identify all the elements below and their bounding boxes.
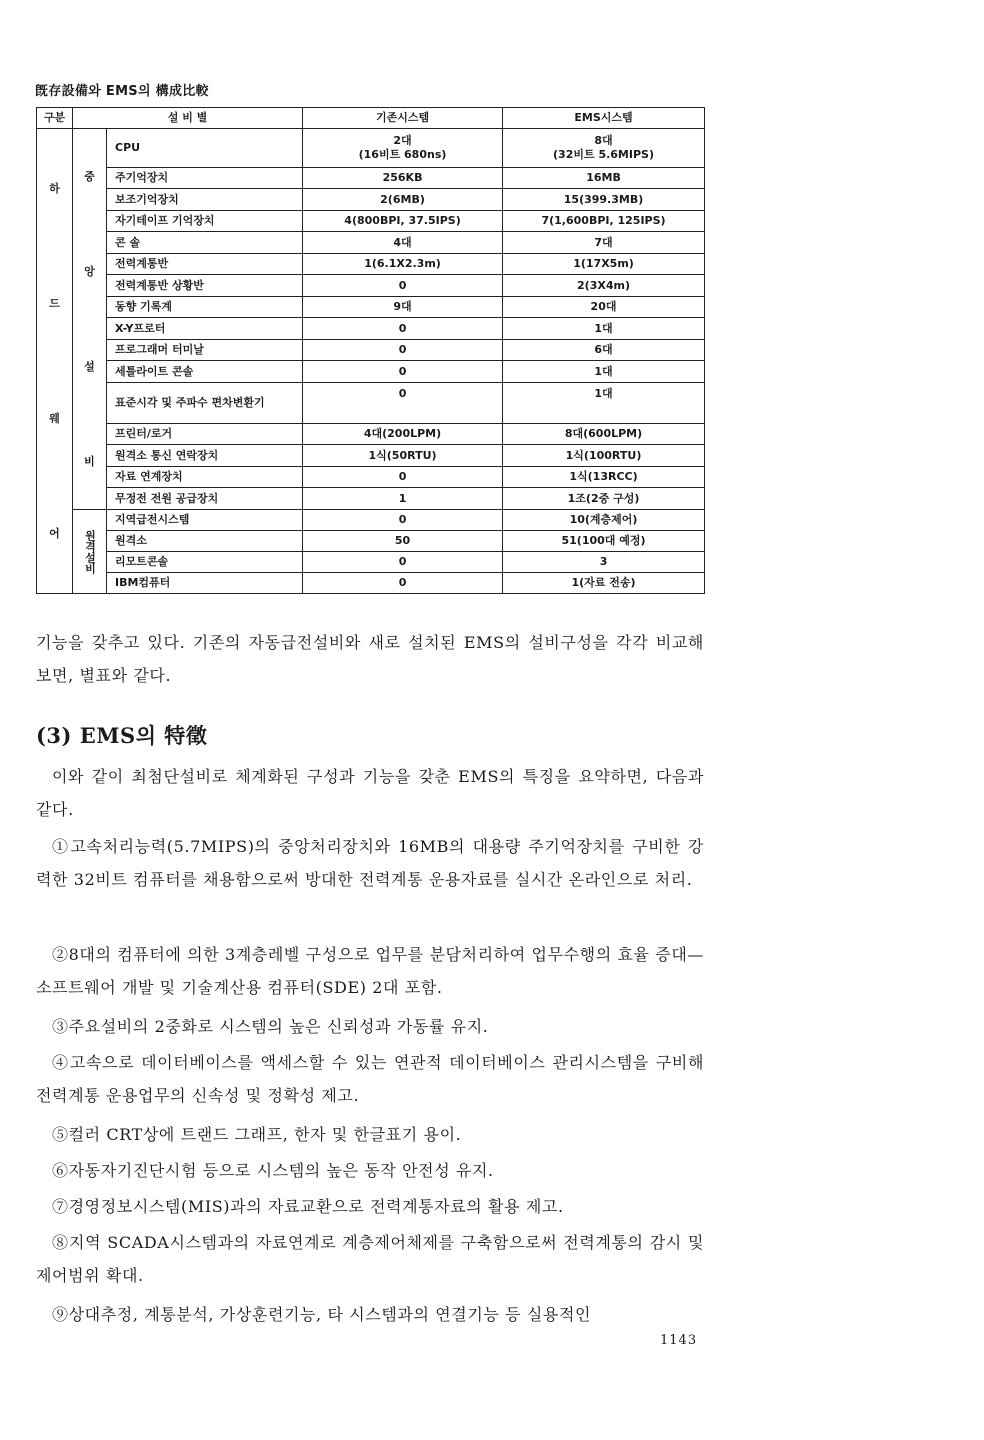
section-title: (3) EMS의 特徵 bbox=[36, 723, 208, 748]
table-row: 하 드 웨 어 중 앙 설 비 CPU 2대 (16비트 680ns) 8대 (32비트 5.6MIPS) bbox=[37, 129, 705, 168]
table-row: 원격설비 지역급전시스템 0 10(계층제어) bbox=[37, 510, 705, 531]
table-row: 프로그래머 터미날 0 6대 bbox=[37, 339, 705, 361]
feature-item: ①고속처리능력(5.7MIPS)의 중앙처리장치와 16MB의 대용량 주기억장치를 구비한 강력한 32비트 컴퓨터를 채용함으로써 방대한 전력계통 운용자료를 실시간 온라인으로 처리. bbox=[36, 837, 704, 889]
feature-item: ⑦경영정보시스템(MIS)과의 자료교환으로 전력계통자료의 활용 제고. bbox=[52, 1197, 564, 1216]
table-row: 프린터/로거 4대(200LPM) 8대(600LPM) bbox=[37, 423, 705, 445]
feature-item: ⑤컬러 CRT상에 트랜드 그래프, 한자 및 한글표기 용이. bbox=[52, 1125, 462, 1144]
feature-item: ②8대의 컴퓨터에 의한 3계층레벨 구성으로 업무를 분담처리하여 업무수행의 효율 증대—소프트웨어 개발 및 기술계산용 컴퓨터(SDE) 2대 포함. bbox=[36, 945, 704, 997]
table-row: 표준시각 및 주파수 편차변환기 0 1대 bbox=[37, 382, 705, 423]
page-number: 1143 bbox=[660, 1333, 698, 1348]
table-row: 리모트콘솔 0 3 bbox=[37, 552, 705, 573]
table-row: 자료 연계장치 0 1식(13RCC) bbox=[37, 466, 705, 488]
remote-equipment-label: 원격설비 bbox=[73, 510, 107, 594]
table-row: 무정전 전원 공급장치 1 1조(2중 구성) bbox=[37, 488, 705, 510]
table-row: 주기억장치 256KB 16MB bbox=[37, 167, 705, 189]
table-row: 콘 솔 4대 7대 bbox=[37, 232, 705, 254]
table-row: 보조기억장치 2(6MB) 15(399.3MB) bbox=[37, 189, 705, 211]
table-row: 세틀라이트 콘솔 0 1대 bbox=[37, 361, 705, 383]
table-row: 원격소 50 51(100대 예정) bbox=[37, 531, 705, 552]
table-row: 자기테이프 기억장치 4(800BPI, 37.5IPS) 7(1,600BPI, 125IPS) bbox=[37, 210, 705, 232]
table-row: 원격소 통신 연락장치 1식(50RTU) 1식(100RTU) bbox=[37, 445, 705, 467]
table-caption: 旣存設備와 EMS의 構成比較 bbox=[35, 84, 209, 99]
central-equipment-label: 중 앙 설 비 bbox=[73, 129, 107, 510]
intro-paragraph: 기능을 갖추고 있다. 기존의 자동급전설비와 새로 설치된 EMS의 설비구성을 각각 비교해 보면, 별표와 같다. bbox=[36, 633, 704, 685]
feature-item: ⑥자동자기진단시험 등으로 시스템의 높은 동작 안전성 유지. bbox=[52, 1161, 494, 1180]
header-existing: 기존시스템 bbox=[303, 108, 503, 129]
table-row: IBM컴퓨터 0 1(자료 전송) bbox=[37, 573, 705, 594]
table-row: 전력계통반 상황반 0 2(3X4m) bbox=[37, 275, 705, 297]
hardware-label: 하 드 웨 어 bbox=[37, 129, 73, 594]
table-row: X-Y프로터 0 1대 bbox=[37, 318, 705, 340]
feature-item: ③주요설비의 2중화로 시스템의 높은 신뢰성과 가동률 유지. bbox=[52, 1017, 489, 1036]
feature-item: ⑨상대추정, 계통분석, 가상훈련기능, 타 시스템과의 연결기능 등 실용적인 bbox=[52, 1305, 592, 1324]
header-equipment: 설 비 별 bbox=[73, 108, 303, 129]
table-row: 전력계통반 1(6.1X2.3m) 1(17X5m) bbox=[37, 253, 705, 275]
table-row: 동향 기록계 9대 20대 bbox=[37, 296, 705, 318]
table-header-row bbox=[37, 108, 705, 129]
section-intro: 이와 같이 최첨단설비로 체계화된 구성과 기능을 갖춘 EMS의 특징을 요약하면, 다음과 같다. bbox=[36, 767, 704, 819]
feature-item: ④고속으로 데이터베이스를 액세스할 수 있는 연관적 데이터베이스 관리시스템을 구비해 전력계통 운용업무의 신속성 및 정확성 제고. bbox=[36, 1053, 704, 1105]
comparison-table bbox=[36, 107, 705, 594]
feature-item: ⑧지역 SCADA시스템과의 자료연계로 계층제어체제를 구축함으로써 전력계통의 감시 및 제어범위 확대. bbox=[36, 1233, 704, 1285]
header-ems: EMS시스템 bbox=[503, 108, 705, 129]
header-category: 구분 bbox=[37, 108, 73, 129]
